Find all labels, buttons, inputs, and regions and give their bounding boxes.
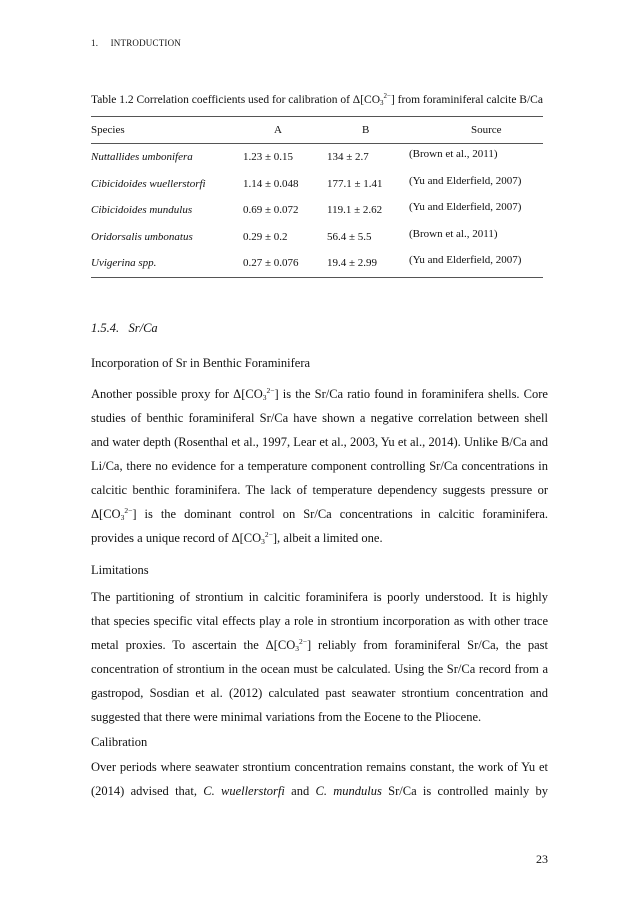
section-heading bbox=[91, 321, 158, 336]
b-cell: 177.1 ± 1.41 bbox=[327, 177, 383, 190]
b-cell: 119.1 ± 2.62 bbox=[327, 204, 383, 216]
a-cell: 0.29 ± 0.2 bbox=[243, 230, 288, 243]
table-header-row bbox=[91, 117, 543, 143]
subheading-calibration: Calibration bbox=[91, 735, 148, 749]
paragraph-calibration bbox=[91, 755, 548, 803]
subheading-incorporation: Incorporation of Sr in Benthic Foraminifera bbox=[91, 356, 311, 370]
table-row bbox=[91, 171, 543, 198]
text-line: and water depth (Rosenthal et al., 1997, Lear et al., 2003, Yu et al., 2014). Unlike B/Ca and bbox=[91, 435, 548, 449]
section-title: Sr/Ca bbox=[128, 321, 158, 335]
text-line: (2014) advised that, C. wuellerstorfi and C. mundulus Sr/Ca is controlled mainly by bbox=[91, 784, 548, 798]
text-line: studies of benthic foraminiferal Sr/Ca have shown a negative correlation between shell bbox=[91, 411, 548, 425]
species-cell: Nuttallides umbonifera bbox=[91, 151, 193, 163]
table-caption: Table 1.2 Correlation coefficients used for calibration of $\Delta[CO_3^{2-}]$ from foraminiferal calcite B/Ca bbox=[91, 92, 543, 107]
chapter-number: 1. bbox=[91, 38, 99, 48]
b-cell: 134 ± 2.7 bbox=[327, 151, 369, 163]
text-line: $\Delta[CO_3^{2-}]$ is the dominant control on Sr/Ca concentrations in calcitic foraminifera. bbox=[91, 506, 548, 522]
running-header bbox=[91, 38, 181, 48]
text-line: gastropod, Sosdian et al. (2012) calculated past seawater strontium concentration and bbox=[91, 686, 548, 700]
chapter-title: INTRODUCTION bbox=[110, 38, 182, 48]
b-cell: 56.4 ± 5.5 bbox=[327, 230, 372, 243]
table-bottom-rule bbox=[91, 277, 543, 278]
header-species: Species bbox=[91, 124, 125, 136]
section-number: 1.5.4. bbox=[91, 321, 120, 335]
a-cell: 0.69 ± 0.072 bbox=[243, 204, 299, 216]
paragraph-limitations bbox=[91, 585, 548, 729]
b-cell: 19.4 ± 2.99 bbox=[327, 257, 378, 269]
text-line: Li/Ca, there no evidence for a temperature component controlling Sr/Ca concentrations in bbox=[91, 459, 548, 473]
a-cell: 1.23 ± 0.15 bbox=[243, 151, 294, 163]
text-line: Another possible proxy for $\Delta[CO_3^{2-}]$ is the Sr/Ca ratio found in foraminifera shells. Core bbox=[91, 386, 548, 402]
species-cell: Uvigerina spp. bbox=[91, 257, 157, 269]
source-cell: (Yu and Elderfield, 2007) bbox=[409, 254, 522, 266]
header-a: A bbox=[274, 124, 282, 136]
text-line: The partitioning of strontium in calcitic foraminifera is poorly understood. It is highly bbox=[91, 590, 548, 604]
a-cell: 1.14 ± 0.048 bbox=[243, 177, 299, 190]
text-line: concentration of strontium in the ocean must be calculated. Using the Sr/Ca record from a bbox=[91, 662, 548, 676]
table-row bbox=[91, 250, 543, 277]
source-cell: (Yu and Elderfield, 2007) bbox=[409, 201, 522, 213]
text-line: provides a unique record of $\Delta[CO_3^{2-}]$, albeit a limited one. bbox=[91, 530, 383, 546]
text-line: suggested that there were minimal variations from the Eocene to the Pliocene. bbox=[91, 710, 482, 724]
text-line: calcitic benthic foraminifera. The lack of temperature dependency suggests pressure or bbox=[91, 483, 548, 497]
text-line: Over periods where seawater strontium concentration remains constant, the work of Yu et bbox=[91, 760, 548, 774]
text-line: metal proxies. To ascertain the $\Delta[CO_3^{2-}]$ reliably from foraminiferal Sr/Ca, the past bbox=[91, 637, 548, 653]
page-number: 23 bbox=[536, 852, 548, 866]
text-line: that species specific vital effects play a role in strontium incorporation as with other trace bbox=[91, 614, 548, 628]
a-cell: 0.27 ± 0.076 bbox=[243, 257, 299, 269]
calibration-table bbox=[91, 116, 543, 278]
header-source: Source bbox=[471, 124, 502, 136]
species-cell: Cibicidoides wuellerstorfi bbox=[91, 177, 206, 190]
species-cell: Cibicidoides mundulus bbox=[91, 204, 193, 216]
table-row bbox=[91, 197, 543, 224]
source-cell: (Yu and Elderfield, 2007) bbox=[409, 174, 522, 187]
table-row bbox=[91, 224, 543, 251]
table-row bbox=[91, 144, 543, 171]
paragraph-incorporation bbox=[91, 382, 548, 550]
subheading-limitations: Limitations bbox=[91, 563, 149, 577]
species-cell: Oridorsalis umbonatus bbox=[91, 230, 193, 243]
source-cell: (Brown et al., 2011) bbox=[409, 148, 498, 160]
header-b: B bbox=[362, 124, 370, 136]
source-cell: (Brown et al., 2011) bbox=[409, 227, 498, 240]
